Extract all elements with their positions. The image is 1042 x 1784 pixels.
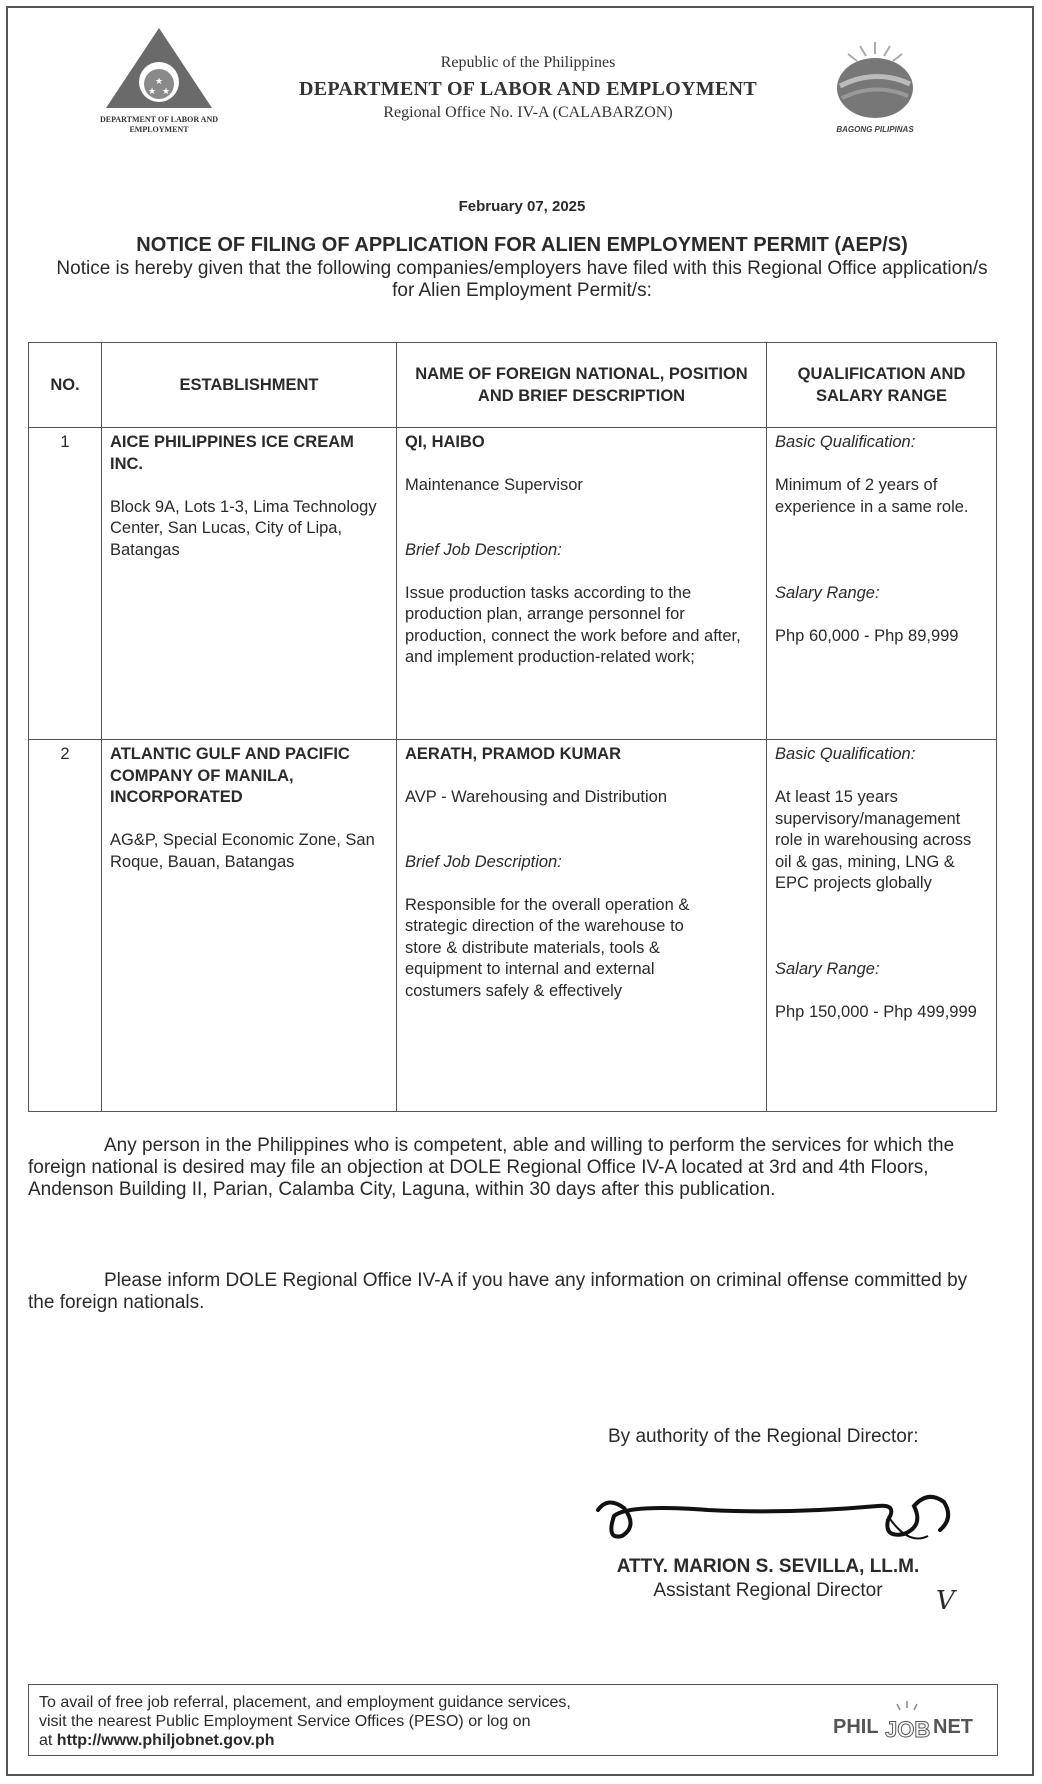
- objection-paragraph: [28, 1135, 996, 1201]
- svg-text:★: ★: [147, 86, 157, 96]
- qualification-label: Basic Qualification:: [775, 433, 916, 451]
- establishment-name: ATLANTIC GULF AND PACIFIC COMPANY OF MANILA, INCORPORATED: [110, 745, 350, 806]
- notice-title: NOTICE OF FILING OF APPLICATION FOR ALIEN EMPLOYMENT PERMIT (AEP/S): [136, 234, 908, 256]
- row-no: 1: [29, 428, 102, 740]
- svg-text:★: ★: [161, 86, 171, 96]
- qualification-text: At least 15 years supervisory/management role in warehousing across oil & gas, mining, LNG & EPC projects globally: [775, 788, 972, 892]
- header-foreign-national: NAME OF FOREIGN NATIONAL, POSITION AND BRIEF DESCRIPTION: [397, 343, 767, 428]
- dole-logo-caption: DEPARTMENT OF LABOR AND EMPLOYMENT: [99, 115, 219, 134]
- philjobnet-logo-right: NET: [933, 1716, 973, 1738]
- dole-triangle-icon: [104, 26, 214, 110]
- philjobnet-logo-left: PHIL: [833, 1716, 879, 1738]
- header-establishment: ESTABLISHMENT: [102, 343, 397, 428]
- foreign-national-name: AERATH, PRAMOD KUMAR: [405, 745, 622, 763]
- brief-description: Responsible for the overall operation & strategic direction of the warehouse to store & distribute materials, tools & equipment to internal and external costumers safely & effectively: [405, 895, 690, 1000]
- salary-label: Salary Range:: [775, 960, 880, 978]
- table-row: [29, 428, 997, 740]
- criminal-text: Please inform DOLE Regional Office IV-A if you have any information on criminal offense committed by the foreign nationals.: [28, 1270, 968, 1313]
- position: AVP - Warehousing and Distribution: [405, 788, 667, 806]
- qualification-cell: [767, 740, 997, 1112]
- bagong-pilipinas-caption: BAGONG PILIPINAS: [836, 125, 914, 134]
- header-no: NO.: [29, 343, 102, 428]
- establishment-name: AICE PHILIPPINES ICE CREAM INC.: [110, 433, 354, 473]
- footer-text: [39, 1693, 571, 1750]
- header-regional-office: Regional Office No. IV-A (CALABARZON): [383, 104, 673, 121]
- notice-page: [6, 6, 1034, 1776]
- establishment-address: AG&P, Special Economic Zone, San Roque, Bauan, Batangas: [110, 831, 375, 871]
- bagong-pilipinas-icon: [830, 38, 920, 120]
- authority-line: By authority of the Regional Director:: [608, 1426, 919, 1447]
- establishment-cell: [102, 428, 397, 740]
- header-department: DEPARTMENT OF LABOR AND EMPLOYMENT: [298, 78, 758, 100]
- philjobnet-logo: [829, 1699, 979, 1745]
- dole-logo: [94, 26, 224, 135]
- philjobnet-logo-mid: JOB: [885, 1717, 931, 1742]
- signature-mark: [588, 1486, 988, 1566]
- qualification-label: Basic Qualification:: [775, 745, 916, 763]
- initial-mark: V: [936, 1586, 955, 1616]
- svg-text:★: ★: [154, 76, 164, 86]
- philjobnet-link[interactable]: http://www.philjobnet.gov.ph: [56, 1732, 275, 1749]
- salary-label: Salary Range:: [775, 583, 880, 602]
- signatory-name: ATTY. MARION S. SEVILLA, LL.M.: [616, 1556, 920, 1577]
- header-qualification: QUALIFICATION AND SALARY RANGE: [767, 343, 997, 428]
- footer-line-3: [39, 1731, 571, 1750]
- notice-intro: Notice is hereby given that the following companies/employers have filed with this Regional Office application/s for Alien Employment Permit/s:: [56, 258, 988, 301]
- signatory-position: Assistant Regional Director: [653, 1580, 883, 1601]
- qualification-text: Minimum of 2 years of experience in a same role.: [775, 476, 969, 516]
- footer-box: [28, 1684, 998, 1756]
- criminal-paragraph: [28, 1270, 996, 1314]
- establishment-cell: [102, 740, 397, 1112]
- establishment-address: Block 9A, Lots 1-3, Lima Technology Center, San Lucas, City of Lipa, Batangas: [110, 497, 377, 559]
- qualification-cell: [767, 428, 997, 740]
- brief-description: Issue production tasks according to the production plan, arrange personnel for production, connect the work before and after, and implement production-related work;: [405, 583, 741, 666]
- aep-table: [28, 342, 997, 1112]
- bagong-pilipinas-logo: [820, 38, 930, 134]
- table-header-row: [29, 343, 997, 428]
- brief-label: Brief Job Description:: [405, 540, 562, 559]
- salary-range: Php 150,000 - Php 499,999: [775, 1003, 977, 1021]
- table-row: [29, 740, 997, 1112]
- foreign-national-cell: [397, 428, 767, 740]
- header-republic: Republic of the Philippines: [440, 54, 616, 71]
- foreign-national-cell: [397, 740, 767, 1112]
- objection-text: Any person in the Philippines who is competent, able and willing to perform the services for which the foreign national is desired may file an objection at DOLE Regional Office IV-A located at 3rd and 4th Floors, Andenson Building II, Parian, Calamba City, Laguna, within 30 days after this publication.: [28, 1135, 955, 1200]
- footer-line-3-prefix: at: [39, 1732, 57, 1749]
- salary-range: Php 60,000 - Php 89,999: [775, 626, 959, 645]
- row-no: 2: [29, 740, 102, 1112]
- brief-label: Brief Job Description:: [405, 852, 562, 871]
- foreign-national-name: QI, HAIBO: [405, 433, 485, 451]
- footer-line-2: visit the nearest Public Employment Service Offices (PESO) or log on: [39, 1713, 531, 1730]
- footer-line-1: To avail of free job referral, placement, and employment guidance services,: [39, 1694, 571, 1711]
- position: Maintenance Supervisor: [405, 476, 583, 494]
- notice-date: February 07, 2025: [458, 198, 586, 215]
